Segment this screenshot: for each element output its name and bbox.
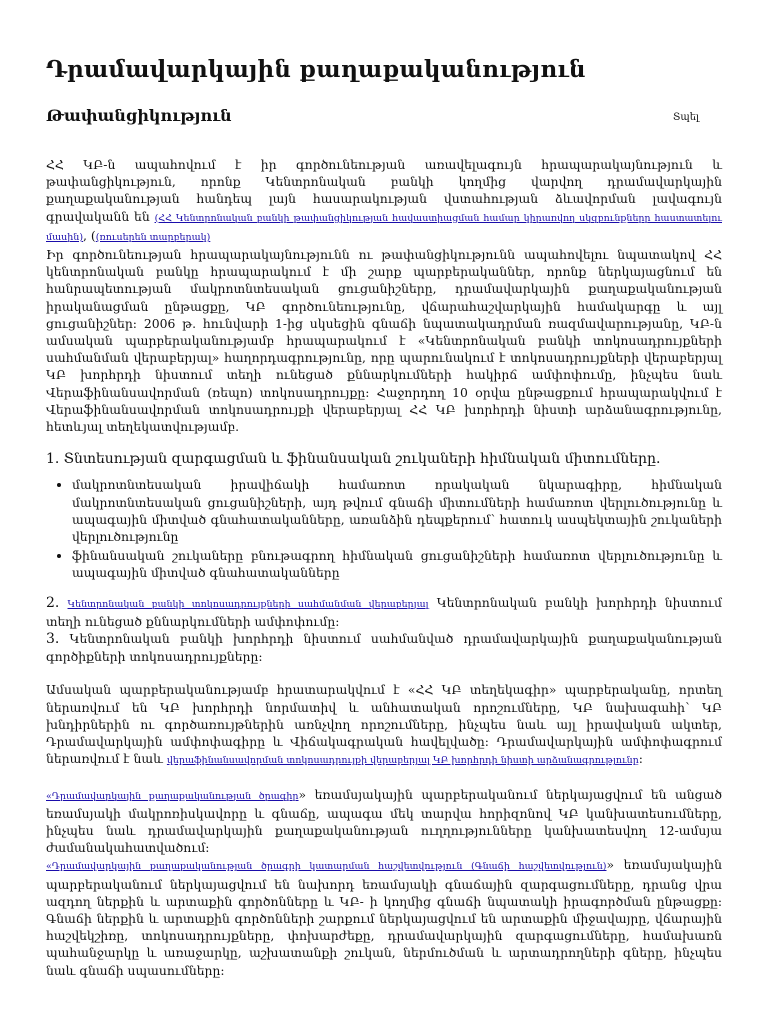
- publications-paragraph: Իր գործունեության հրապարակայնությունն ու թափանցիկությունն ապահովելու նպատակով ՀՀ կենտրոնական բանկը հրապարակում է մի շարք պարբերականներ, որոնք ներկայացնում են հանրապետության մակրոտնտեսական ցուցանիշները, դրամավարկային քաղաքականության իրականացման ընթացքը, ԿԲ գործունեությունը, վճարահաշվարկային համակարգը և այլ ցուցանիշներ: 2006 թ. հունվարի 1-ից սկսեցին գնաճի նպատակադրման ռազմավարությանը, ԿԲ-ն ամսական պարբերականությամբ հրապարակում է «Կենտրոնական բանկի տոկոսադրույքների սահմանման վերաբերյալ» հաղորդագրությունը, որը պարունակում է տոկոսադրույքների վերաբերյալ ԿԲ խորհրդի նիստում տեղի ունեցած քննարկումների հակիրճ ամփոփումը, ինչպես նաև Վերաֆինանսավորման (ռեպո) տոկոսադրույքը: Հաջորդող 10 օրվա ընթացքում հրապարակվում է Վերաֆինանսավորման տոկոսադրույքի վերաբերյալ ՀՀ ԿԲ խորհրդի նիստի արձանագրությունը, հետևյալ տեղեկատվությամբ.: [46, 247, 722, 435]
- inflation-report-text: » եռամսյակային պարբերականում ներկայացվում են նախորդ եռամսյակի գնաճային զարգացումները, դրանց վրա ազդող ներքին և արտաքին գործոնները և ԿԲ- ի կողմից գնաճի նպատակի իրագործման ընթացքը: Գնաճի ներքին և արտաքին գործոնների շարքում ներկայացվում են արտաքին միջավայրը, վճարային հաշվեկշիռը, տոկոսադրույքները, փոխարժեքը, դրամավարկային զարգացումները, համախառն պահանջարկը և առաջարկը, աշխատանքի շուկան, ներմուծման և արտադրողների գները, ինչպես նաև գնաճի սպասումները:: [46, 857, 722, 978]
- program-paragraph: [46, 786, 722, 857]
- russian-version-link[interactable]: (ռուսերեն տարբերակ): [95, 231, 211, 243]
- section3-number: 3.: [46, 631, 60, 648]
- inflation-report-link[interactable]: «Դրամավարկային քաղաքականության ծրագրի կատարման հաշվետվություն (Գնաճի հաշվետվություն): [46, 861, 607, 873]
- monthly-text: Ամսական պարբերականությամբ հրատարակվում է «ՀՀ ԿԲ տեղեկագիր» պարբերականը, որտեղ ներառվում են ԿԲ խորհրդի նորմատիվ և անհատական որոշումները, ԿԲ նախագահի՝ ԿԲ խնդիրներին ու գործառույթներին առնչվող որոշումները, ինչպես նաև այլ իրավական ակտեր, Դրամավարկային ամփոփագիրը և Վիճակագրական հավելվածը: Դրամավարկային ամփոփագրում ներառվում է նաև: [46, 682, 722, 767]
- monthly-paragraph: [46, 681, 722, 769]
- rates-setting-link[interactable]: Կենտրոնական բանկի տոկոսադրույքների սահմանման վերաբերյալ: [67, 598, 429, 610]
- list-item: • մակրոտնտեսական իրավիճակի համառոտ որակական նկարագիրը, հիմնական մակրոտնտեսական ցուցանիշների, այդ թվում գնաճի միտումների համառոտ վերլուծությունը և ապագային միտված գնահատականները, առանձին դեպքերում՝ հատուկ ասպեկտային շուկաների վերլուծությունը: [72, 476, 722, 545]
- section2-number: 2.: [46, 594, 60, 611]
- refinancing-minutes-link[interactable]: վերաֆինանսավորման տոկոսադրույքի վերաբերյալ ԿԲ խորհրդի նիստի արձանագրությունը: [166, 755, 639, 767]
- article-body: [46, 156, 722, 979]
- monthly-tail: :: [638, 751, 643, 767]
- transparency-principles-link[interactable]: (ՀՀ Կենտրոնական բանկի թափանցիկության հավաստիացման համար կիրառվող սկզբունքները հաստատելու մասին): [46, 212, 722, 243]
- section2-text: Կենտրոնական բանկի խորհրդի նիստում տեղի ունեցած քննարկումների ամփոփումը:: [46, 594, 722, 629]
- section1-list: [46, 476, 722, 581]
- section2-paragraph: [46, 594, 722, 630]
- section-subtitle: Թափանցիկություն: [46, 106, 232, 125]
- monetary-program-link[interactable]: «Դրամավարկային քաղաքականության ծրագիր: [46, 790, 299, 802]
- section1-heading: 1. Տնտեսության զարգացման և ֆինանսական շուկաների հիմնական միտումները.: [46, 451, 661, 468]
- inflation-report-paragraph: [46, 856, 722, 978]
- intro-paragraph: [46, 156, 722, 246]
- section3-text: Կենտրոնական բանկի խորհրդի նիստում սահմանված դրամավարկային քաղաքականության գործիքների տոկոսադրույքները:: [46, 631, 722, 665]
- page-title: Դրամավարկային քաղաքականություն: [46, 56, 586, 83]
- intro-text: ՀՀ ԿԲ-ն ապահովում է իր գործունեության առավելագույն հրապարակայնություն և թափանցիկություն, որոնք Կենտրոնական բանկի կողմից վարվող դրամավարկային քաղաքականության հանդեպ լայն հասարակության վստահության ձևավորման լավագույն գրավականն են: [46, 157, 722, 224]
- list-item: • ֆինանսական շուկաները բնութագրող հիմնական ցուցանիշների համառոտ վերլուծությունը և ապագային միտված գնահատականները: [72, 547, 722, 581]
- print-link[interactable]: Տպել: [673, 112, 700, 123]
- section3-paragraph: [46, 630, 722, 665]
- program-text: » եռամսյակային պարբերականում ներկայացվում են անցած եռամսյակի մակրոռիսկավորը և գնաճը, ապագա մեկ տարվա հորիզոնով ԿԲ կանխատեսումները, ինչպես նաև դրամավարկային քաղաքականության ուղղությունները կանխատեսվող 12-ամսյա ժամանակահատվածում:: [46, 786, 722, 856]
- intro-separator: , (: [83, 227, 96, 243]
